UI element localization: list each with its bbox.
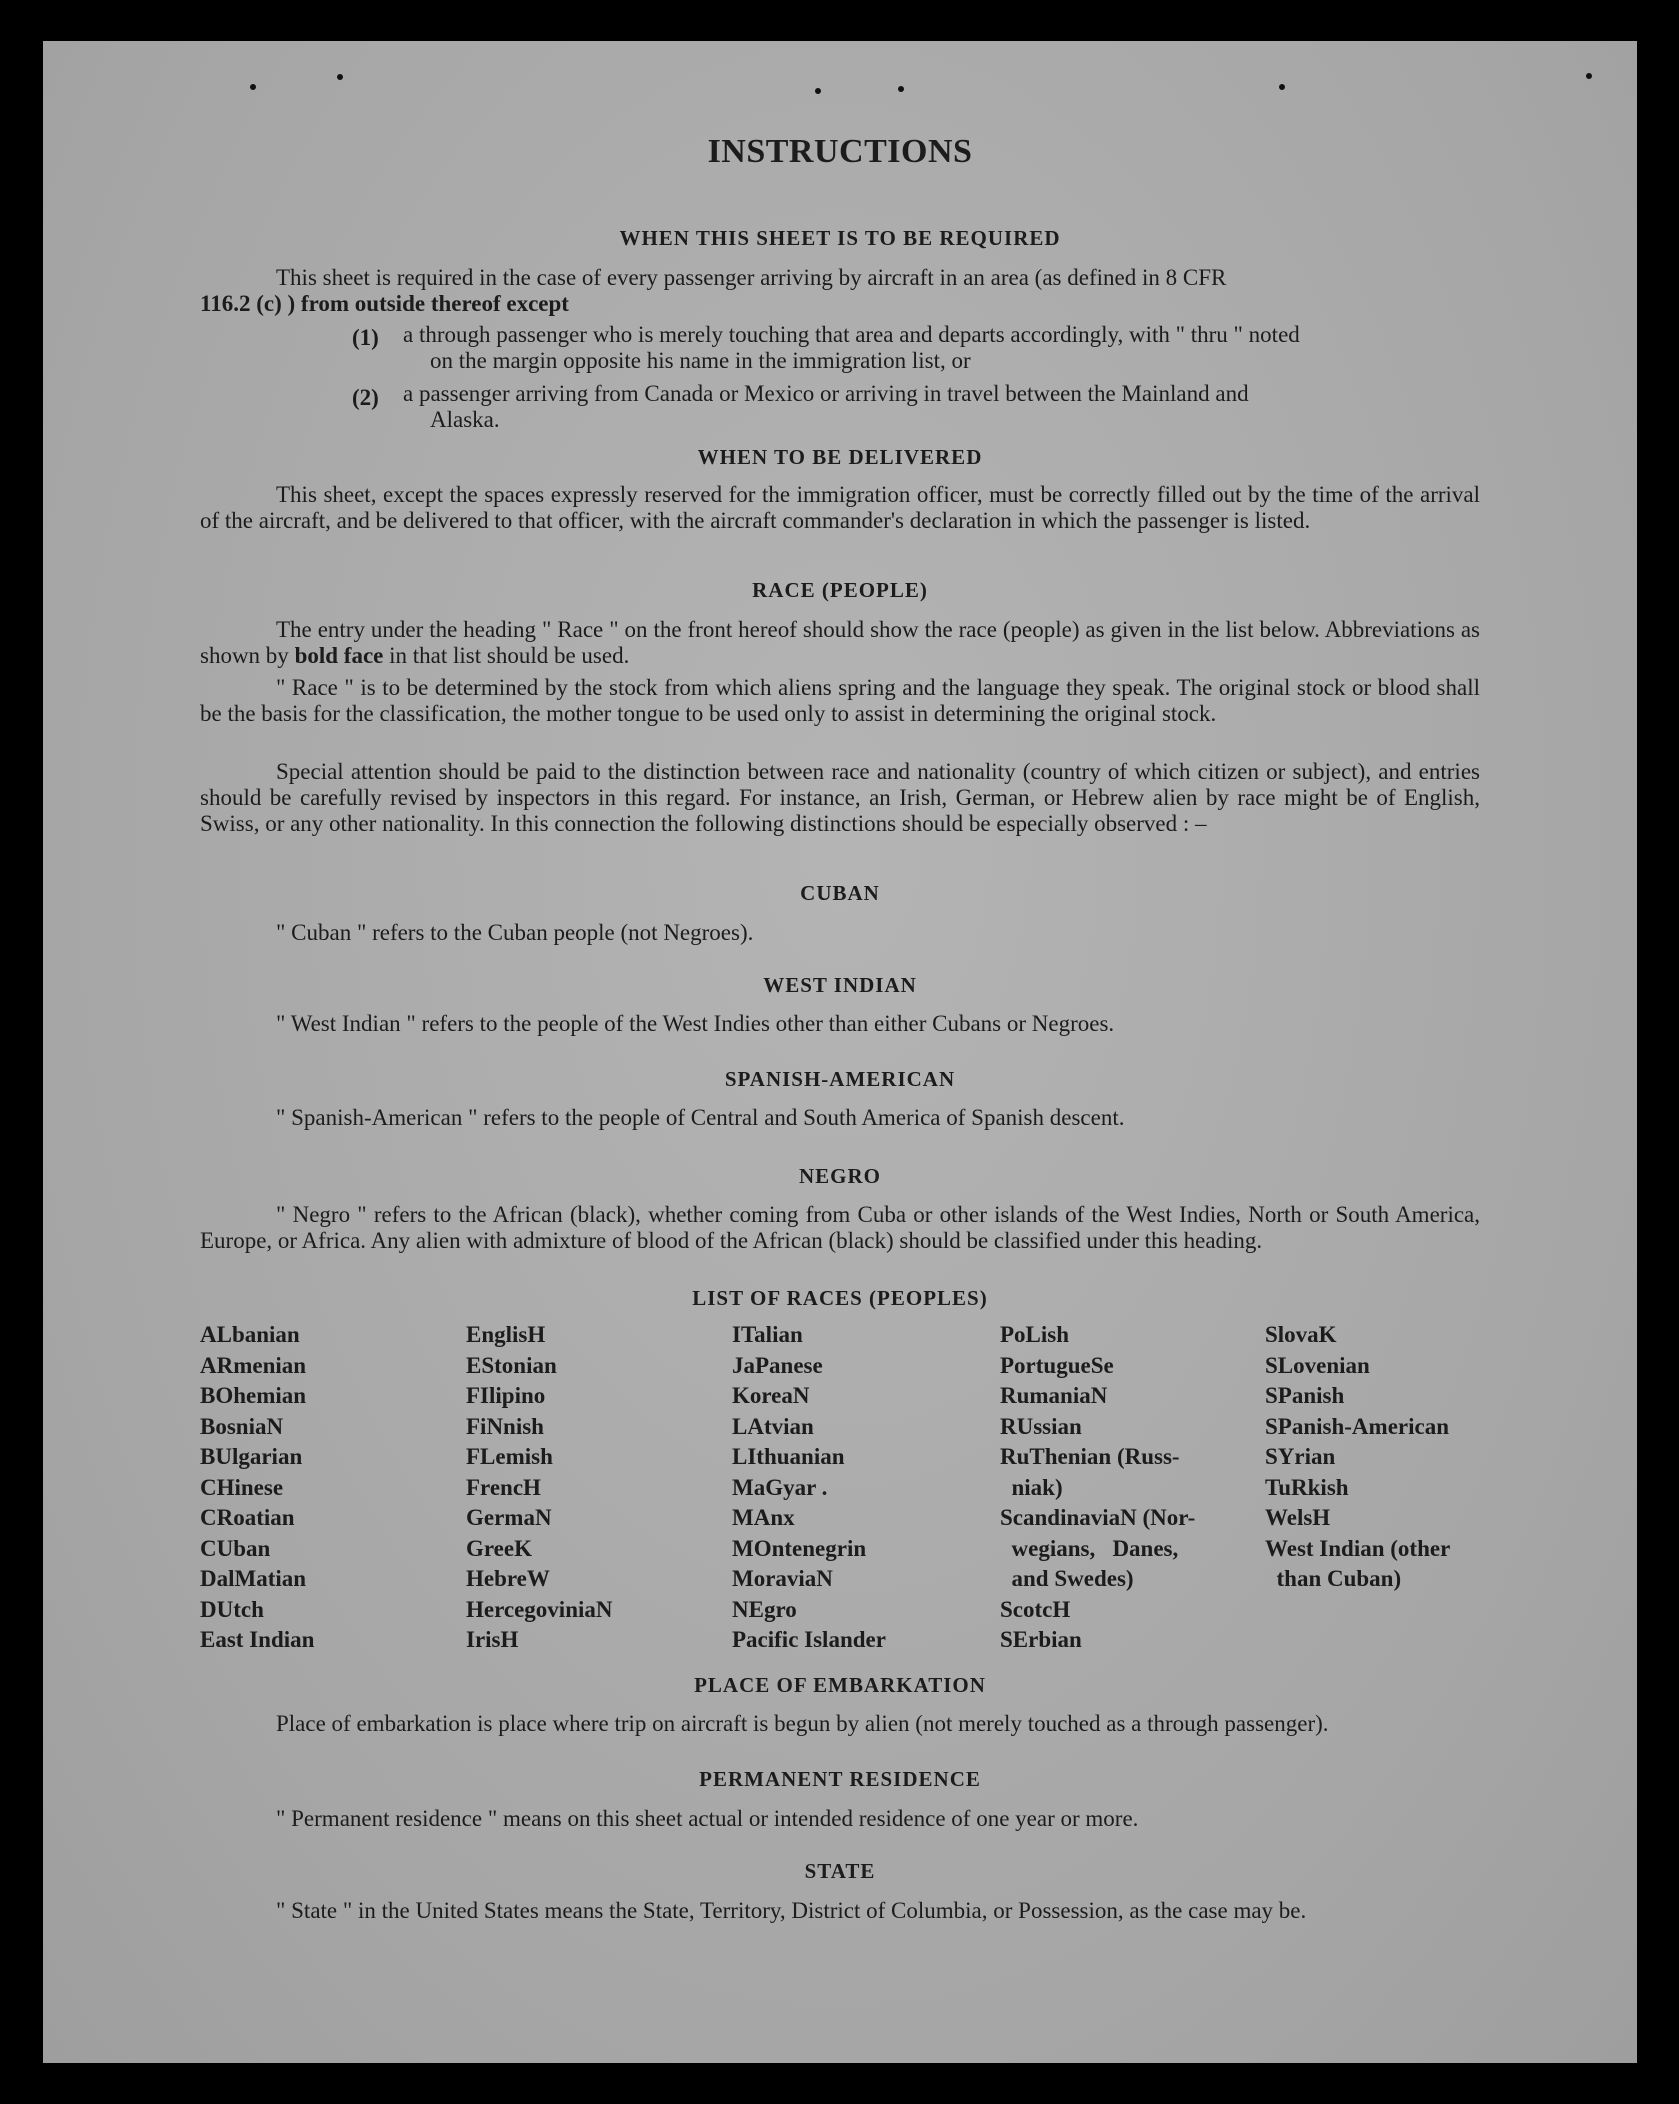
- section-heading-required: WHEN THIS SHEET IS TO BE REQUIRED: [619, 226, 1061, 250]
- race-list-item: than Cuban): [1265, 1566, 1402, 1591]
- race-list-item: HercegoviniaN: [466, 1596, 613, 1622]
- state-text: " State " in the United States means the State, Territory, District of Columbia, or Possession, as the case may be.: [276, 1898, 1307, 1923]
- race-list-item: ITalian: [732, 1322, 803, 1347]
- race-list-item: SPanish: [1265, 1383, 1345, 1408]
- race-list-item: niak): [1000, 1474, 1063, 1500]
- required-item1-line1: a through passenger who is merely touching that area and departs accordingly, with " thru " noted: [403, 322, 1300, 347]
- item-number: (1): [352, 325, 379, 350]
- race-list-item: BosniaN: [200, 1413, 284, 1439]
- race-column: [1265, 1320, 1450, 1595]
- page-title: INSTRUCTIONS: [707, 133, 973, 170]
- punch-mark: [250, 84, 256, 90]
- section-heading-delivered: WHEN TO BE DELIVERED: [697, 445, 983, 469]
- section-heading-residence: PERMANENT RESIDENCE: [699, 1767, 981, 1791]
- race-list-item: FLemish: [466, 1444, 553, 1469]
- race-list-item: LIthuanian: [732, 1444, 845, 1469]
- race-paragraph-2: " Race " is to be determined by the stock from which aliens spring and the language they speak. The original stock or blood shall be the basis for the classification, the mother tongue to be used only to assist in determining the original stock.: [200, 675, 1480, 726]
- race-column: [466, 1320, 613, 1656]
- race-list-item: LAtvian: [732, 1413, 814, 1439]
- race-list-item: West Indian (other: [1265, 1535, 1451, 1561]
- list-of-races-heading: LIST OF RACES (PEOPLES): [692, 1286, 988, 1310]
- race-list-item: ScotcH: [1000, 1596, 1071, 1622]
- race-list-item: SErbian: [1000, 1627, 1082, 1652]
- race-list-item: East Indian: [200, 1627, 315, 1652]
- race-list-item: DUtch: [200, 1596, 264, 1622]
- spanish-american-text: " Spanish-American " refers to the people of Central and South America of Spanish descent.: [276, 1105, 1125, 1130]
- race-list-item: BUlgarian: [200, 1444, 303, 1469]
- section-heading-cuban: CUBAN: [800, 881, 880, 905]
- race-list-item: MOntenegrin: [732, 1535, 867, 1561]
- punch-mark: [337, 74, 343, 80]
- race-list-item: FiNnish: [466, 1413, 544, 1439]
- race-list-item: FIlipino: [466, 1383, 546, 1408]
- race-list-item: and Swedes): [1000, 1566, 1134, 1591]
- punch-mark: [1279, 84, 1285, 90]
- punch-mark: [898, 86, 904, 92]
- race-list-item: ARmenian: [200, 1352, 307, 1378]
- race-list-item: DalMatian: [200, 1566, 307, 1591]
- race-list-item: CHinese: [200, 1474, 284, 1500]
- race-list-item: RumaniaN: [1000, 1383, 1108, 1408]
- race-list-item: MAnx: [732, 1505, 795, 1530]
- race-list-item: SYrian: [1265, 1444, 1336, 1469]
- section-heading-west-indian: WEST INDIAN: [763, 973, 917, 997]
- west-indian-text: " West Indian " refers to the people of the West Indies other than either Cubans or Negroes.: [276, 1011, 1115, 1036]
- race-column: [200, 1320, 314, 1656]
- section-heading-embarkation: PLACE OF EMBARKATION: [694, 1673, 986, 1697]
- race-list-item: GermaN: [466, 1505, 552, 1530]
- race-list-item: SlovaK: [1265, 1322, 1337, 1347]
- race-list-item: SLovenian: [1265, 1352, 1370, 1378]
- race-list-item: EStonian: [466, 1352, 557, 1378]
- required-intro-line2: 116.2 (c) ) from outside thereof except: [200, 291, 569, 316]
- race-column: [1000, 1320, 1195, 1656]
- negro-text: " Negro " refers to the African (black), whether coming from Cuba or other islands of the West Indies, North or South America, Europe, or Africa. Any alien with admixture of blood of the African (black) should be classified under this heading.: [200, 1202, 1480, 1253]
- section-heading-spanish-american: SPANISH-AMERICAN: [724, 1067, 956, 1091]
- race-list-item: wegians, Danes,: [1000, 1535, 1179, 1561]
- embarkation-text: Place of embarkation is place where trip on aircraft is begun by alien (not merely touched as a through passenger).: [276, 1711, 1329, 1736]
- delivered-text: This sheet, except the spaces expressly reserved for the immigration officer, must be correctly filled out by the time of the arrival of the aircraft, and be delivered to that officer, with the aircraft commander's declaration in which the passenger is listed.: [200, 482, 1480, 533]
- race-list-item: ScandinaviaN (Nor-: [1000, 1505, 1196, 1530]
- race-list-item: FrencH: [466, 1474, 541, 1500]
- race-list-item: PoLish: [1000, 1322, 1070, 1347]
- race-list-item: RUssian: [1000, 1413, 1082, 1439]
- cuban-text: " Cuban " refers to the Cuban people (not Negroes).: [276, 920, 754, 945]
- race-list-item: CUban: [200, 1535, 271, 1561]
- punch-mark: [815, 88, 821, 94]
- race-list-item: MaGyar .: [732, 1474, 828, 1500]
- race-list-item: RuThenian (Russ-: [1000, 1444, 1180, 1469]
- residence-text: " Permanent residence " means on this sheet actual or intended residence of one year or more.: [276, 1806, 1139, 1831]
- required-item2-line1: a passenger arriving from Canada or Mexico or arriving in travel between the Mainland and: [403, 381, 1249, 406]
- race-list-item: WelsH: [1265, 1505, 1331, 1530]
- required-item2-line2: Alaska.: [430, 407, 500, 432]
- race-paragraph-1: The entry under the heading " Race " on the front hereof should show the race (people) as given in the list below. Abbreviations as shown by bold face in that list should be used.: [200, 617, 1480, 668]
- section-heading-state: STATE: [804, 1859, 876, 1883]
- race-list-item: GreeK: [466, 1535, 532, 1561]
- race-list-item: EnglisH: [466, 1322, 546, 1347]
- race-list-item: TuRkish: [1265, 1474, 1349, 1500]
- race-list-item: Pacific Islander: [732, 1627, 886, 1652]
- item-number: (2): [352, 385, 379, 410]
- race-list-item: MoraviaN: [732, 1566, 833, 1591]
- race-list-item: BOhemian: [200, 1383, 307, 1408]
- punch-mark: [1586, 73, 1592, 79]
- required-intro-line1: This sheet is required in the case of every passenger arriving by aircraft in an area (as defined in 8 CFR: [276, 265, 1227, 290]
- race-list-item: IrisH: [466, 1627, 519, 1652]
- race-list-item: NEgro: [732, 1596, 797, 1622]
- race-list-item: SPanish-American: [1265, 1413, 1449, 1439]
- section-heading-negro: NEGRO: [798, 1164, 881, 1188]
- race-list: [200, 1320, 1490, 1660]
- race-list-item: KoreaN: [732, 1383, 810, 1408]
- race-list-item: CRoatian: [200, 1505, 295, 1530]
- race-list-item: HebreW: [466, 1566, 550, 1591]
- race-list-item: PortugueSe: [1000, 1352, 1114, 1378]
- required-item1-line2: on the margin opposite his name in the immigration list, or: [430, 348, 971, 373]
- race-list-item: ALbanian: [200, 1322, 300, 1347]
- section-heading-race: RACE (PEOPLE): [752, 578, 928, 602]
- race-list-item: JaPanese: [732, 1352, 823, 1378]
- race-paragraph-3: Special attention should be paid to the distinction between race and nationality (country of which citizen or subject), and entries should be carefully revised by inspectors in this regard. For instance, an Irish, German, or Hebrew alien by race might be of English, Swiss, or any other nationality. In this connection the following distinctions should be especially observed : –: [200, 759, 1480, 836]
- race-column: [732, 1320, 886, 1656]
